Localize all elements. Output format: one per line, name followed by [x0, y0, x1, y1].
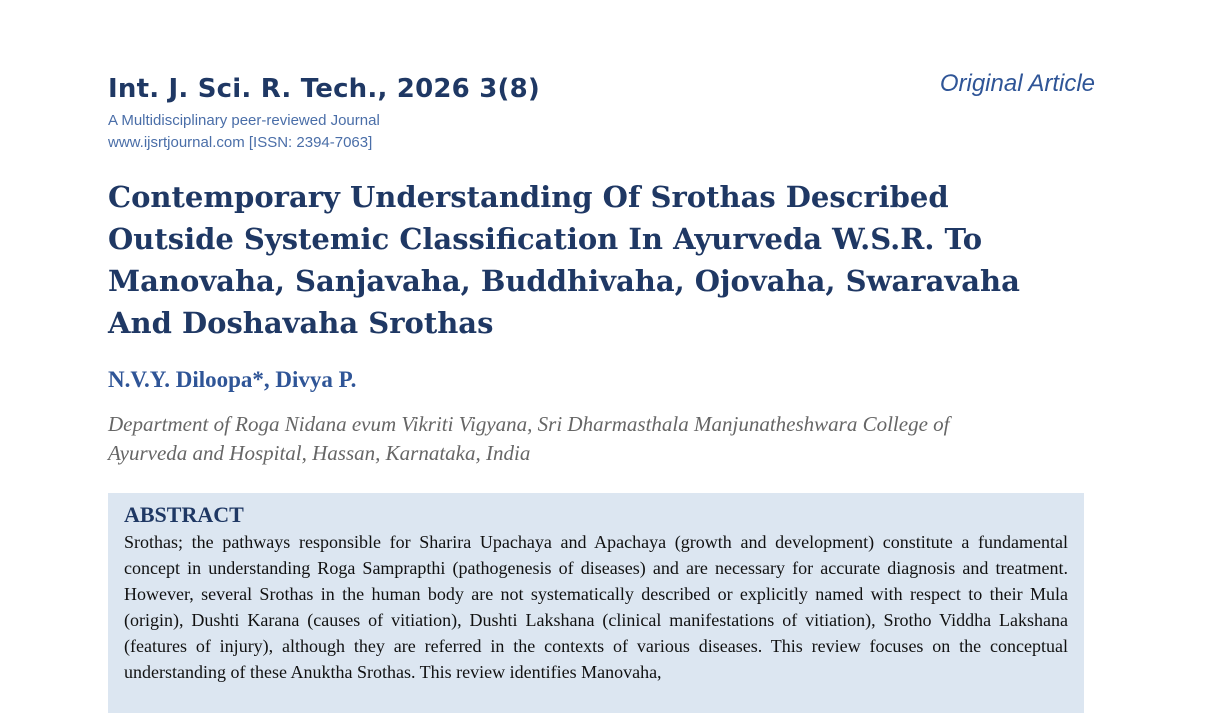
abstract-text: Srothas; the pathways responsible for Sharira Upachaya and Apachaya (growth and development) constitute a fundamental concept in understanding Roga Samprapthi (pathogenesis of diseases) and are necessary for accurate diagnosis and treatment. However, several Srothas in the human body are not systematically described or explicitly named with respect to their Mula (origin), Dushti Karana (causes of vitiation), Dushti Lakshana (clinical manifestations of vitiation), Srotho Viddha Lakshana (features of injury), although they are referred in the contexts of various diseases. This review focuses on the conceptual understanding of these Anuktha Srothas. This review identifies Manovaha,: [124, 532, 1068, 682]
abstract-box: [108, 493, 1084, 713]
journal-website[interactable]: www.ijsrtjournal.com [ISSN: 2394-7063]: [108, 134, 373, 151]
paper-title: Contemporary Understanding Of Srothas Described Outside Systemic Classification In Ayurveda W.S.R. To Manovaha, Sanjavaha, Buddhivaha, Ojovaha, Swaravaha And Doshavaha Srothas: [108, 180, 1020, 340]
abstract-heading: ABSTRACT: [124, 502, 244, 527]
article-type-label: Original Article: [939, 70, 1095, 97]
author-affiliation: Department of Roga Nidana evum Vikriti Vigyana, Sri Dharmasthala Manjunatheshwara College of Ayurveda and Hospital, Hassan, Karnataka, India: [108, 412, 950, 465]
journal-tagline: A Multidisciplinary peer-reviewed Journal: [108, 112, 380, 129]
author-list: N.V.Y. Diloopa*, Divya P.: [108, 367, 357, 392]
journal-citation: Int. J. Sci. R. Tech., 2026 3(8): [108, 74, 540, 104]
